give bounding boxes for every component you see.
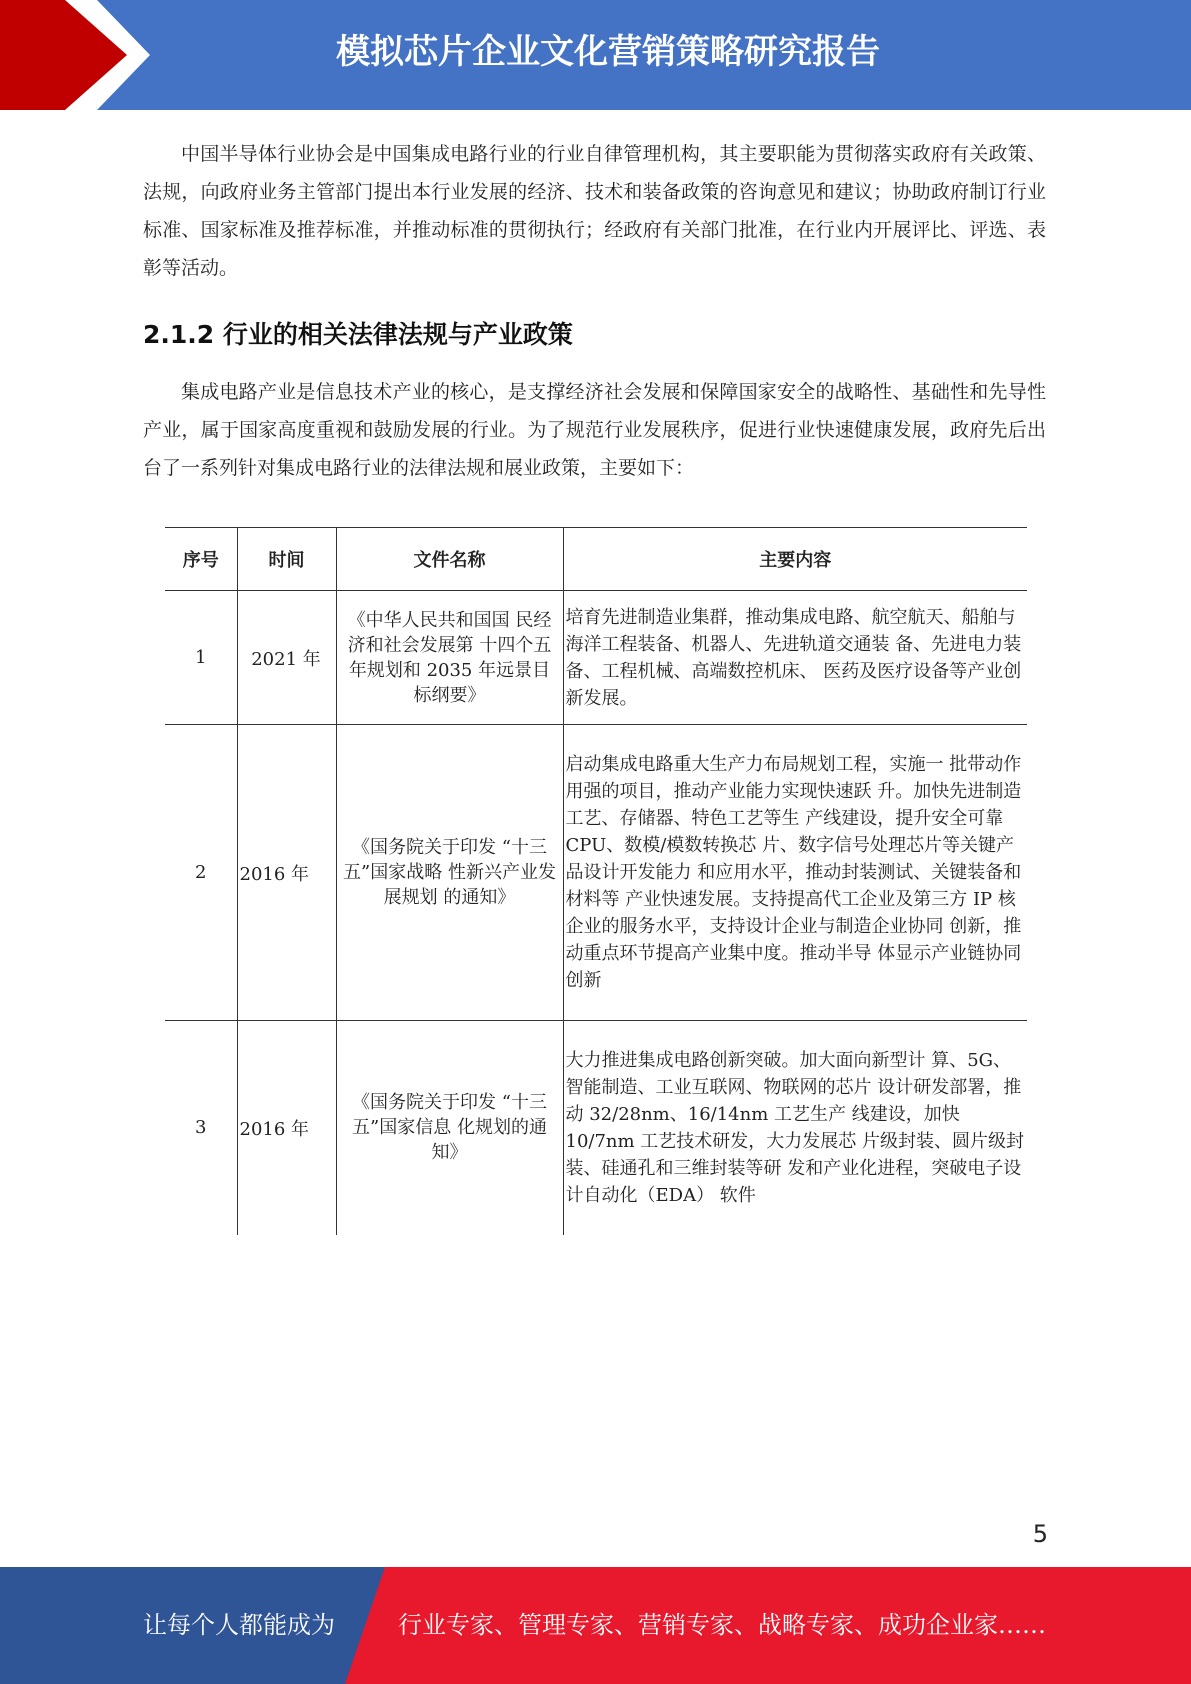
column-header-content: 主要内容	[563, 528, 1027, 591]
row-no: 2	[165, 725, 237, 1021]
document-title: 模拟芯片企业文化营销策略研究报告	[336, 32, 880, 72]
footer-slogan-right: 行业专家、管理专家、营销专家、战略专家、成功企业家……	[398, 1611, 1046, 1639]
intro-paragraph: 中国半导体行业协会是中国集成电路行业的行业自律管理机构，其主要职能为贯彻落实政府有关政策、法规，向政府业务主管部门提出本行业发展的经济、技术和装备政策的咨询意见和建议；协助政府制订行业标准、国家标准及推荐标准，并推动标准的贯彻执行；经政府有关部门批准，在行业内开展评比、评选、表彰等活动。	[143, 143, 1046, 279]
row-content: 启动集成电路重大生产力布局规划工程，实施一 批带动作用强的项目，推动产业能力实现快速跃 升。加快先进制造工艺、存储器、特色工艺等生 产线建设，提升安全可靠 CPU、数模/模数转换芯 片、数字信号处理芯片等关键产品设计开发能力 和应用水平，推动封装测试、关键装备和材料等 产业快速发展。支持提高代工企业及第三方 IP 核 企业的服务水平，支持设计企业与制造企业协同 创新，推动重点环节提高产业集中度。推动半导 体显示产业链协同创新	[563, 725, 1027, 1021]
row-no: 3	[165, 1021, 237, 1235]
column-header-time: 时间	[237, 528, 336, 591]
row-document: 《国务院关于印发 “十三五”国家战略 性新兴产业发展规划 的通知》	[336, 725, 563, 1021]
row-no: 1	[165, 591, 237, 725]
row-time: 2016 年	[237, 1021, 336, 1235]
table-row	[165, 725, 1027, 1021]
table-header-row	[165, 528, 1027, 591]
row-time: 2016 年	[237, 725, 336, 1021]
table-row	[165, 1021, 1027, 1235]
row-content: 培育先进制造业集群，推动集成电路、航空航天、船舶与海洋工程装备、机器人、先进轨道交通装 备、先进电力装备、工程机械、高端数控机床、 医药及医疗设备等产业创新发展。	[563, 591, 1027, 725]
policy-table	[165, 527, 1027, 1235]
page-number: 5	[1032, 1520, 1048, 1548]
footer-slogan-left: 让每个人都能成为	[143, 1611, 335, 1639]
page-header	[0, 0, 1191, 110]
row-time: 2021 年	[237, 591, 336, 725]
row-document: 《国务院关于印发 “十三五”国家信息 化规划的通知》	[336, 1021, 563, 1235]
section-paragraph: 集成电路产业是信息技术产业的核心，是支撑经济社会发展和保障国家安全的战略性、基础性和先导性产业，属于国家高度重视和鼓励发展的行业。为了规范行业发展秩序，促进行业快速健康发展，政府先后出台了一系列针对集成电路行业的法律法规和展业政策，主要如下：	[143, 381, 1046, 479]
column-header-no: 序号	[165, 528, 237, 591]
row-document: 《中华人民共和国国 民经济和社会发展第 十四个五年规划和 2035 年远景目标纲要》	[336, 591, 563, 725]
row-content: 大力推进集成电路创新突破。加大面向新型计 算、5G、智能制造、工业互联网、物联网的芯片 设计研发部署，推动 32/28nm、16/14nm 工艺生产 线建设，加快 10/7nm 工艺技术研发，大力发展芯 片级封装、圆片级封装、硅通孔和三维封装等研 发和产业化进程，突破电子设计自动化（EDA） 软件	[563, 1021, 1027, 1235]
page-footer	[0, 1567, 1191, 1684]
table-row	[165, 591, 1027, 725]
section-heading: 2.1.2 行业的相关法律法规与产业政策	[143, 320, 573, 349]
column-header-document: 文件名称	[336, 528, 563, 591]
main-content	[143, 135, 1046, 487]
